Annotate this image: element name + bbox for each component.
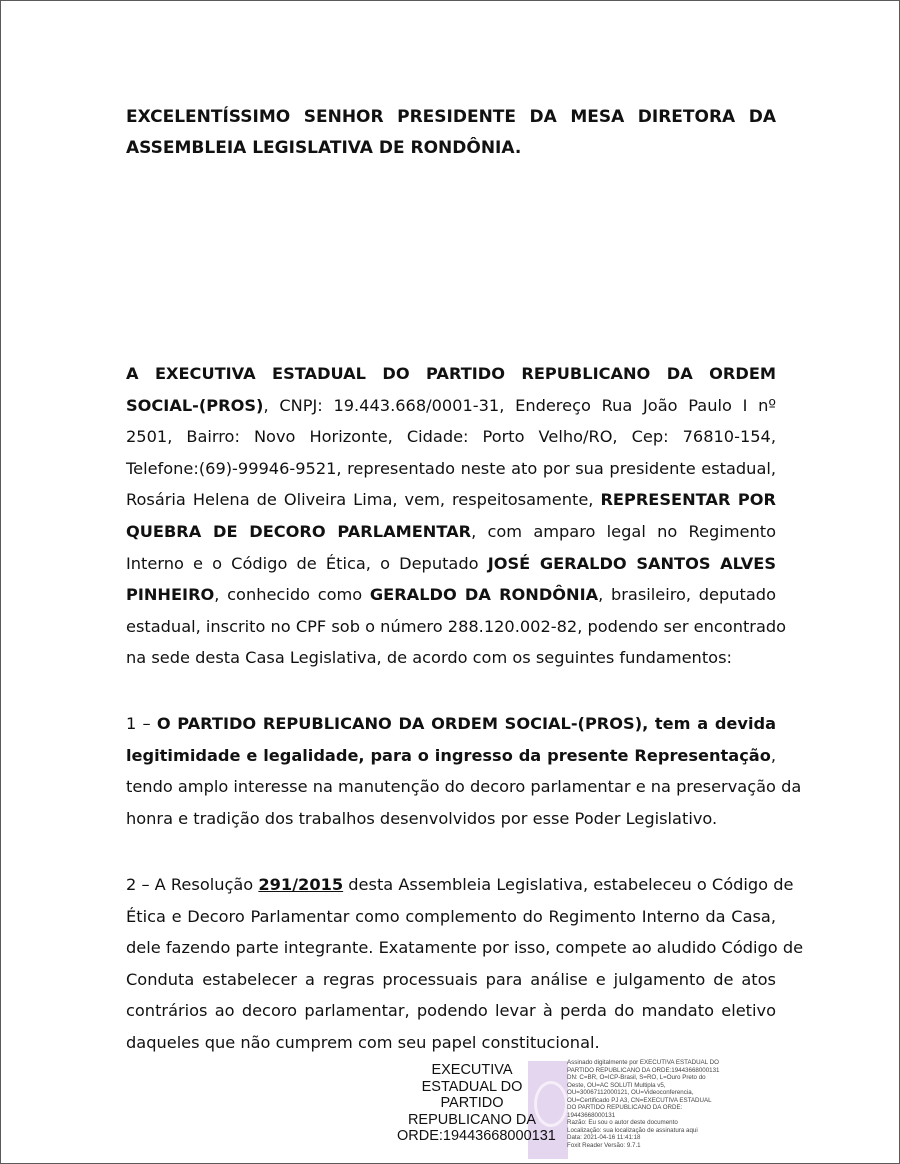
quebra-decoro-bold: QUEBRA DE DECORO PARLAMENTAR	[126, 521, 472, 541]
sig-detail: Foxit Reader Versão: 9.7.1	[567, 1141, 641, 1149]
sig-detail: Data: 2021-04-16 11:41:18	[567, 1134, 641, 1141]
sig-detail: OU=Certificado PJ A3, CN=EXECUTIVA ESTADUAL	[567, 1096, 712, 1104]
digital-signature-signer	[397, 1062, 556, 1145]
paragraph-item-1	[126, 708, 802, 834]
p1-line-2	[126, 390, 776, 422]
p1-line-5	[126, 484, 776, 516]
item-2-number: 2 – A Resolução	[126, 875, 259, 894]
item-1-bold: O PARTIDO REPUBLICANO DA ORDEM SOCIAL-(PROS), tem a devida	[156, 714, 777, 733]
p3-line-1-text: desta Assembleia Legislativa, estabeleceu o Código de	[343, 875, 794, 894]
digital-signature-details	[567, 1059, 747, 1149]
p2-line-4: honra e tradição dos trabalhos desenvolvidos por esse Poder Legislativo.	[126, 808, 718, 828]
deputy-alias-bold: GERALDO DA RONDÔNIA	[369, 585, 599, 605]
p2-line-1	[126, 708, 776, 740]
p2-line-2	[126, 740, 776, 772]
party-acronym: SOCIAL-(PROS)	[126, 395, 264, 415]
sig-detail: Assinado digitalmente por EXECUTIVA ESTADUAL DO	[567, 1059, 719, 1066]
item-1-number: 1 –	[126, 714, 157, 733]
signer-line-4: REPUBLICANO DA	[407, 1111, 537, 1128]
p3-line-2: Ética e Decoro Parlamentar como complemento do Regimento Interno da Casa,	[126, 906, 776, 926]
p1-line-1	[126, 358, 776, 390]
p1-line-7-text: Interno e o Código de Ética, o Deputado	[126, 553, 488, 573]
p1-line-6	[126, 516, 776, 548]
p3-line-6: daqueles que não cumprem com seu papel constitucional.	[126, 1032, 600, 1052]
sig-detail: DO PARTIDO REPUBLICANO DA ORDE:	[567, 1104, 683, 1111]
p3-line-5: contrários ao decoro parlamentar, podendo levar à perda do mandato eletivo	[126, 1001, 776, 1021]
p1-line-5-text: Rosária Helena de Oliveira Lima, vem, respeitosamente,	[126, 490, 601, 510]
sig-detail: Razão: Eu sou o autor deste documento	[567, 1119, 678, 1126]
deputy-name-bold: JOSÉ GERALDO SANTOS ALVES	[487, 553, 777, 573]
paragraph-item-2	[126, 869, 804, 1059]
sig-detail: 19443668000131	[567, 1111, 616, 1119]
p1-line-10: na sede desta Casa Legislativa, de acordo com os seguintes fundamentos:	[126, 648, 732, 668]
heading-line-2: ASSEMBLEIA LEGISLATIVA DE RONDÔNIA.	[126, 138, 522, 158]
p1-line-4: Telefone:(69)-99946-9521, representado neste ato por sua presidente estadual,	[126, 458, 776, 478]
p1-line-2-text: , CNPJ: 19.443.668/0001-31, Endereço Rua João Paulo I nº	[263, 395, 776, 415]
party-name: A EXECUTIVA ESTADUAL DO PARTIDO REPUBLICANO DA ORDEM	[126, 364, 776, 383]
paragraph-representation	[126, 358, 787, 674]
p1-line-8	[126, 579, 776, 611]
document-heading	[126, 102, 776, 164]
deputy-surname-bold: PINHEIRO	[126, 585, 215, 605]
p2-line-3: tendo amplo interesse na manutenção do decoro parlamentar e na preservação da	[126, 777, 802, 797]
signer-line-2: ESTADUAL DO	[421, 1078, 523, 1095]
sig-detail: Oeste, OU=AC SOLUTI Multipla v5,	[567, 1081, 666, 1089]
signer-line-1: EXECUTIVA	[431, 1062, 513, 1078]
item-1-bold-2: legitimidade e legalidade, para o ingresso da presente Representação	[126, 745, 771, 765]
sig-detail: OU=30067112000121, OU=Videoconferencia,	[567, 1089, 694, 1096]
resolution-reference: 291/2015	[258, 875, 344, 894]
p1-line-7	[126, 548, 776, 580]
sig-detail: DN: C=BR, O=ICP-Brasil, S=RO, L=Ouro Preto do	[567, 1074, 706, 1081]
p3-line-1	[126, 869, 794, 901]
signer-line-3: PARTIDO	[440, 1095, 504, 1111]
p1-line-3: 2501, Bairro: Novo Horizonte, Cidade: Porto Velho/RO, Cep: 76810-154,	[126, 427, 776, 447]
heading-line-1: EXCELENTÍSSIMO SENHOR PRESIDENTE DA MESA DIRETORA DA	[126, 107, 776, 127]
representar-bold: REPRESENTAR POR	[600, 490, 776, 510]
sig-detail: PARTIDO REPUBLICANO DA ORDE:19443668000131	[567, 1066, 720, 1074]
p3-line-4: Conduta estabelecer a regras processuais para análise e julgamento de atos	[126, 969, 776, 989]
p3-line-3: dele fazendo parte integrante. Exatamente por isso, compete ao aludido Código de	[126, 938, 804, 958]
p1-line-6-text: , com amparo legal no Regimento	[471, 521, 776, 541]
sig-detail: Localização: sua localização de assinatura aqui	[567, 1126, 698, 1134]
p1-line-8-text: , brasileiro, deputado	[598, 585, 776, 605]
signer-line-5: ORDE:19443668000131	[397, 1128, 556, 1144]
p2-line-2-text: ,	[770, 745, 776, 765]
p1-line-9: estadual, inscrito no CPF sob o número 288.120.002-82, podendo ser encontrado	[126, 616, 787, 636]
p1-line-8-mid: , conhecido como	[214, 585, 370, 605]
